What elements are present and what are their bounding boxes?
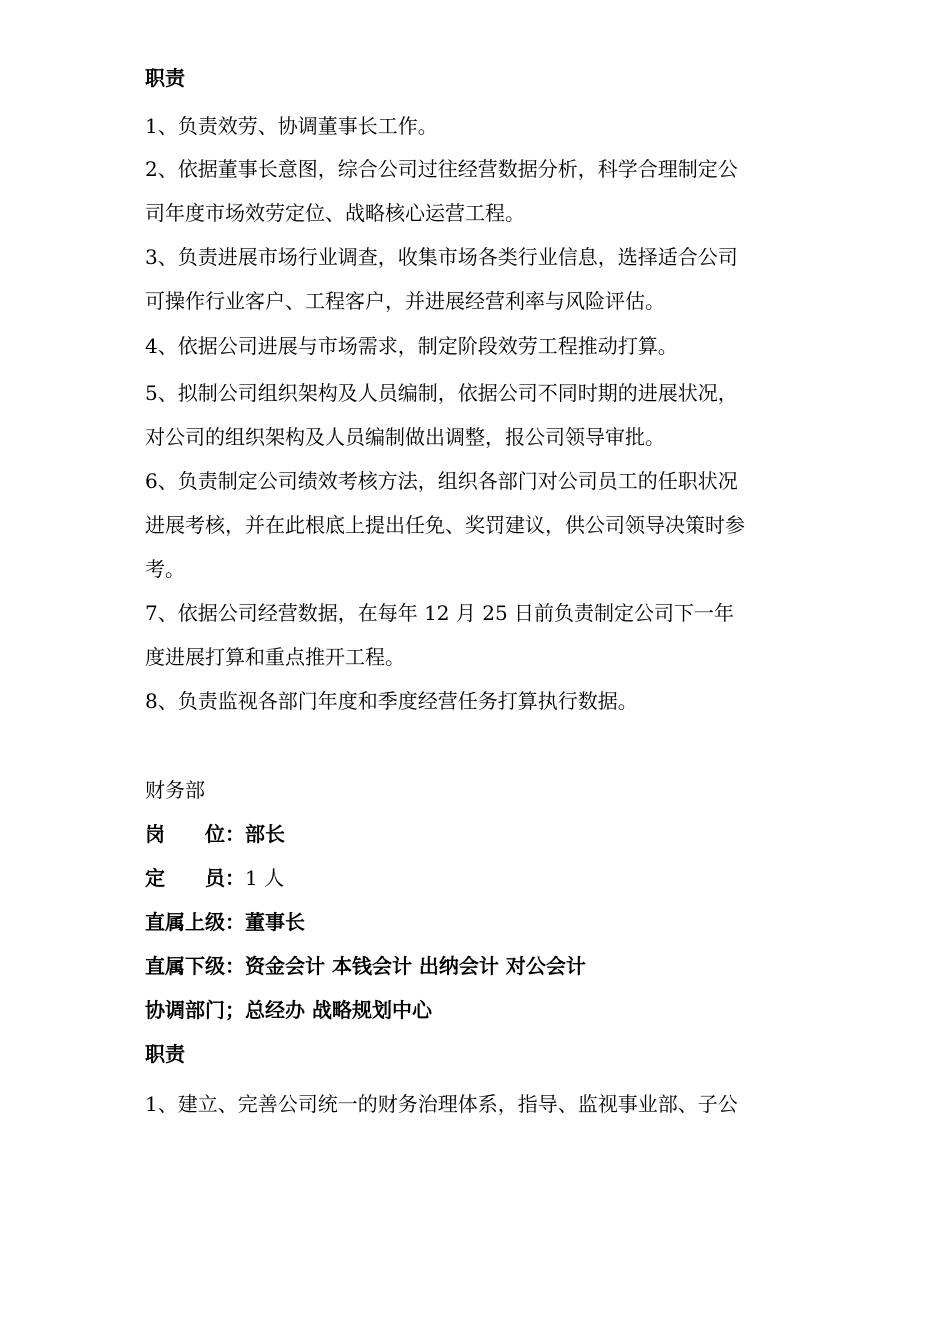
headcount-label: 定 员： <box>145 866 245 890</box>
duty-line-5b: 对公司的组织架构及人员编制做出调整，报公司领导审批。 <box>145 425 665 449</box>
position-row <box>145 822 285 846</box>
headcount-row <box>145 866 284 890</box>
duty-line-6a: 6、负责制定公司绩效考核方法，组织各部门对公司员工的任职状况 <box>145 469 738 493</box>
superior-row: 直属上级：董事长 <box>145 910 305 934</box>
department-title: 财务部 <box>145 778 205 802</box>
duty-line-1: 1、负责效劳、协调董事长工作。 <box>145 114 438 138</box>
duty-line-3b: 可操作行业客户、工程客户，并进展经营利率与风险评估。 <box>145 289 665 313</box>
duty-line-2a: 2、依据董事长意图，综合公司过往经营数据分析，科学合理制定公 <box>145 157 738 181</box>
duty-line-2b: 司年度市场效劳定位、战略核心运营工程。 <box>145 201 525 225</box>
coordination-row: 协调部门；总经办 战略规划中心 <box>145 998 432 1022</box>
duty-line-5a: 5、拟制公司组织架构及人员编制，依据公司不同时期的进展状况， <box>145 381 738 405</box>
subordinates-row: 直属下级：资金会计 本钱会计 出纳会计 对公会计 <box>145 954 586 978</box>
headcount-value: 1 人 <box>245 866 285 890</box>
duties-heading: 职责 <box>145 66 185 90</box>
duty-line-4: 4、依据公司进展与市场需求，制定阶段效劳工程推动打算。 <box>145 334 678 358</box>
duty-line-7b: 度进展打算和重点推开工程。 <box>145 645 405 669</box>
duty-line-6c: 考。 <box>145 557 185 581</box>
duty-line-8: 8、负责监视各部门年度和季度经营任务打算执行数据。 <box>145 689 638 713</box>
finance-duty-line-1: 1、建立、完善公司统一的财务治理体系，指导、监视事业部、子公 <box>145 1092 738 1116</box>
finance-duties-heading: 职责 <box>145 1042 185 1066</box>
position-label: 岗 位： <box>145 822 245 846</box>
position-value: 部长 <box>245 822 285 846</box>
duty-line-3a: 3、负责进展市场行业调查，收集市场各类行业信息，选择适合公司 <box>145 245 738 269</box>
duty-line-6b: 进展考核，并在此根底上提出任免、奖罚建议，供公司领导决策时参 <box>145 513 745 537</box>
duty-line-7a: 7、依据公司经营数据，在每年 12 月 25 日前负责制定公司下一年 <box>145 601 735 625</box>
